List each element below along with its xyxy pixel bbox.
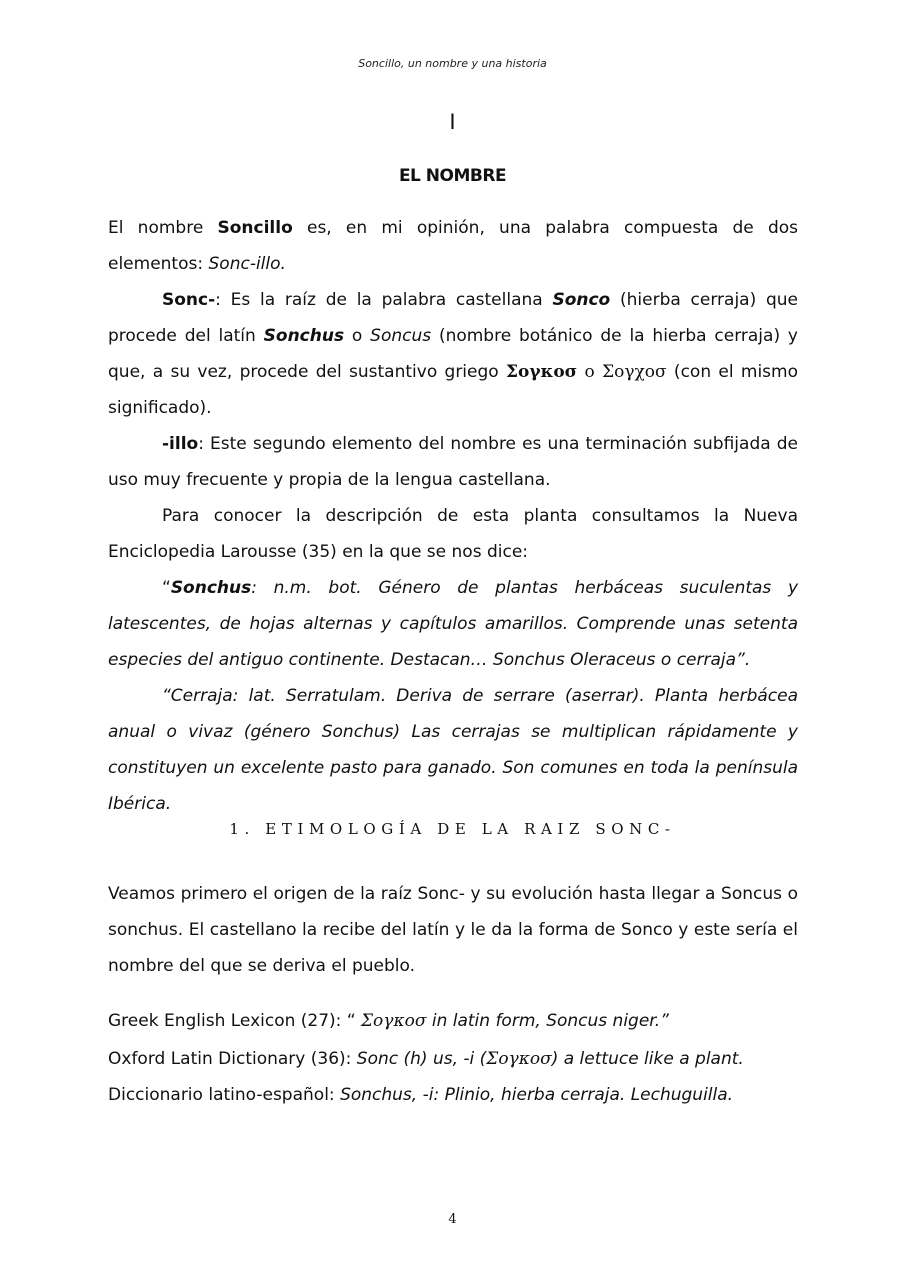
reference-greek: Σογκοσ xyxy=(361,1011,427,1031)
sonc-text-2: (hierba cerraja) que procede del latín xyxy=(108,290,798,346)
reference-source: Diccionario latino-español: xyxy=(108,1085,341,1105)
quote-open: “ xyxy=(162,578,171,598)
reference-text: ) a lettuce like a plant. xyxy=(551,1049,744,1069)
sonc-text-3: o xyxy=(344,326,371,346)
greek-term-alt: Σογχοσ xyxy=(602,362,667,382)
etymology-paragraph: Veamos primero el origen de la raíz Sonc- y su evolución hasta llegar a Soncus o sonchus. El castellano la recibe del latín y le da la forma de Sonco y este sería el nombre del que se deriva el pueblo. xyxy=(108,884,798,976)
section-heading: 1. ETIMOLOGÍA DE LA RAIZ SONC- xyxy=(229,820,676,838)
running-header: Soncillo, un nombre y una historia xyxy=(358,57,547,70)
reference-pre: Sonc (h) us, -i ( xyxy=(356,1049,487,1069)
intro-paragraph xyxy=(108,210,798,282)
term-sonchus: Sonchus xyxy=(263,326,345,346)
name-elements: Sonc-illo. xyxy=(208,254,286,274)
sonc-text-4: (nombre botánico de la hierba cerraja) y que, a su vez, procede del sustantivo griego xyxy=(108,326,798,382)
name-soncillo: Soncillo xyxy=(217,218,293,238)
intro-text: El nombre xyxy=(108,218,218,238)
sonc-paragraph xyxy=(108,282,798,426)
quote-cerraja xyxy=(108,678,798,822)
reference-source: Greek English Lexicon (27): “ xyxy=(108,1011,362,1031)
illo-paragraph xyxy=(108,426,798,498)
illo-text: : Este segundo elemento del nombre es una terminación subfijada de uso muy frecuente y propia de la lengua castellana. xyxy=(108,434,798,490)
chapter-title: EL NOMBRE xyxy=(398,166,507,186)
reference-text: Sonchus, -i: Plinio, hierba cerraja. Lechuguilla. xyxy=(340,1085,734,1105)
sonc-text-5: o xyxy=(577,362,603,382)
intro-text-2: es, en mi opinión, una palabra compuesta de dos elementos: xyxy=(108,218,798,274)
term-soncus: Soncus xyxy=(370,326,432,346)
term-sonco: Sonco xyxy=(552,290,611,310)
main-body xyxy=(108,210,798,822)
reference-source: Oxford Latin Dictionary (36): xyxy=(108,1049,357,1069)
larousse-intro: Para conocer la descripción de esta planta consultamos la Nueva Enciclopedia Larousse (35) en la que se nos dice: xyxy=(108,506,798,562)
reference-item xyxy=(108,1044,798,1080)
reference-item xyxy=(108,1006,798,1044)
quote-sonchus xyxy=(108,570,798,678)
reference-item xyxy=(108,1080,798,1116)
sonc-text-1: : Es la raíz de la palabra castellana xyxy=(215,290,553,310)
quote-text: : n.m. bot. Género de plantas herbáceas suculentas y latescentes, de hojas alternas y capítulos amarillos. Comprende unas setenta especies del antiguo continente. Destacan… Sonchus Oleraceus o cerraja”. xyxy=(108,578,798,670)
sonc-label: Sonc- xyxy=(162,290,216,310)
reference-list xyxy=(108,1006,798,1116)
etymology-body xyxy=(108,876,798,984)
reference-text: in latin form, Soncus niger.” xyxy=(426,1011,669,1031)
chapter-number: I xyxy=(449,110,456,134)
quote-term: Sonchus xyxy=(170,578,252,598)
greek-term-bold: Σογκοσ xyxy=(506,362,578,382)
page-number: 4 xyxy=(448,1212,457,1227)
quote-cerraja-text: “Cerraja: lat. Serratulam. Deriva de serrare (aserrar). Planta herbácea anual o vivaz (género Sonchus) Las cerrajas se multiplican rápidamente y constituyen un excelente pasto para ganado. Son comunes en toda la península Ibérica. xyxy=(108,686,798,814)
illo-label: -illo xyxy=(162,434,199,454)
sonc-text-6: (con el mismo significado). xyxy=(108,362,798,418)
reference-greek: Σογκοσ xyxy=(486,1049,552,1069)
